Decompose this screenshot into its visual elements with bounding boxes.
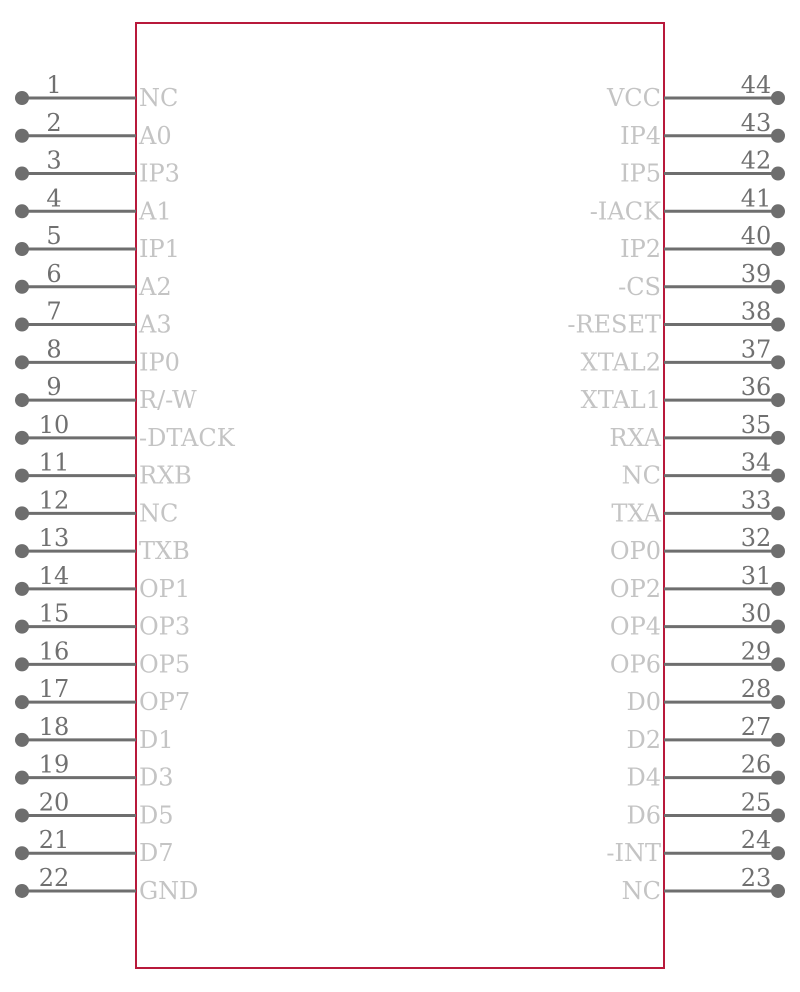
left-pin	[15, 751, 174, 792]
pin-end-dot	[771, 204, 785, 218]
pin-name: D3	[139, 763, 174, 792]
left-pin	[15, 788, 174, 829]
pin-end-dot	[771, 620, 785, 634]
pin-end-dot	[771, 733, 785, 747]
pin-number: 1	[46, 71, 62, 99]
pin-number: 9	[46, 373, 62, 402]
pin-end-dot	[15, 733, 29, 747]
pin-name: NC	[139, 84, 179, 112]
pin-name: -RESET	[567, 310, 661, 339]
right-pin	[620, 222, 785, 263]
left-pin	[15, 184, 172, 225]
pin-end-dot	[15, 129, 29, 143]
pin-name: OP7	[139, 688, 191, 717]
pin-end-dot	[771, 431, 785, 445]
pin-number: 29	[740, 637, 772, 666]
pin-end-dot	[771, 469, 785, 483]
pin-number: 2	[46, 108, 62, 137]
pin-name: OP3	[139, 612, 191, 641]
pin-number: 43	[740, 108, 772, 137]
right-pin	[609, 411, 785, 452]
left-pin	[15, 826, 174, 867]
pin-number: 15	[38, 599, 70, 628]
pin-name: VCC	[606, 84, 661, 112]
pin-number: 7	[46, 297, 62, 326]
pin-name: D1	[139, 725, 174, 754]
pin-name: TXB	[139, 537, 190, 566]
pin-number: 39	[740, 259, 772, 288]
right-pin	[606, 826, 785, 867]
right-pin	[606, 71, 785, 112]
right-pin	[626, 788, 785, 829]
pin-name: D7	[139, 839, 174, 868]
pin-number: 44	[740, 71, 772, 99]
pin-name: IP5	[620, 159, 661, 188]
pin-name: OP6	[609, 650, 661, 679]
right-pin	[626, 751, 785, 792]
left-pin	[15, 147, 180, 188]
pin-end-dot	[15, 167, 29, 181]
pin-end-dot	[771, 355, 785, 369]
pin-name: -DTACK	[139, 423, 235, 452]
right-pin	[567, 298, 785, 339]
pin-end-dot	[771, 582, 785, 596]
pin-number: 25	[740, 788, 772, 817]
pin-number: 40	[740, 222, 772, 251]
left-pin	[15, 562, 190, 603]
right-pin	[626, 713, 785, 754]
pin-number: 11	[38, 448, 70, 477]
pin-end-dot	[771, 91, 785, 105]
pin-number: 21	[38, 826, 70, 855]
pin-name: XTAL1	[580, 386, 661, 415]
pin-number: 31	[740, 561, 772, 590]
pin-end-dot	[15, 280, 29, 294]
right-pin	[581, 335, 785, 376]
pin-name: D0	[626, 688, 661, 717]
right-pin	[581, 373, 785, 414]
right-pin	[622, 864, 785, 905]
pin-number: 42	[740, 146, 772, 175]
pin-number: 17	[38, 675, 70, 704]
right-pin	[620, 147, 785, 188]
left-pin	[15, 713, 174, 754]
pin-name: OP1	[139, 574, 191, 603]
pin-number: 12	[38, 486, 70, 515]
pin-name: D4	[626, 763, 661, 792]
pin-name: R/-W	[139, 386, 197, 415]
pin-end-dot	[15, 393, 29, 407]
left-pin	[15, 373, 197, 414]
pin-end-dot	[15, 846, 29, 860]
pin-name: TXA	[611, 499, 661, 528]
pin-number: 10	[38, 410, 70, 439]
pin-name: -CS	[618, 272, 661, 301]
pin-number: 6	[46, 259, 62, 288]
pin-end-dot	[771, 771, 785, 785]
pin-number: 23	[740, 863, 772, 892]
right-pin	[610, 562, 785, 603]
left-pin	[15, 486, 178, 527]
pin-name: NC	[139, 499, 179, 528]
pin-end-dot	[15, 506, 29, 520]
pin-number: 26	[740, 750, 772, 779]
pin-end-dot	[771, 808, 785, 822]
left-pin	[15, 222, 180, 263]
pin-end-dot	[15, 242, 29, 256]
pin-name: -INT	[606, 839, 661, 868]
left-pin	[15, 71, 178, 112]
pin-name: -IACK	[589, 197, 661, 226]
pin-number: 34	[740, 448, 772, 477]
pin-number: 3	[46, 146, 62, 175]
right-pin	[610, 524, 785, 565]
left-pin	[15, 864, 198, 905]
left-pin	[15, 524, 190, 565]
pin-end-dot	[771, 657, 785, 671]
pin-number: 30	[740, 599, 772, 628]
left-pin	[15, 449, 192, 490]
left-pin	[15, 675, 190, 716]
pin-end-dot	[771, 280, 785, 294]
pin-number: 13	[38, 524, 70, 553]
pin-name: IP0	[139, 348, 180, 377]
pin-number: 41	[740, 184, 772, 213]
right-pin	[618, 260, 785, 301]
pin-name: A1	[139, 197, 172, 226]
pin-number: 18	[38, 712, 70, 741]
pin-end-dot	[771, 884, 785, 898]
pin-number: 5	[46, 222, 62, 251]
pin-number: 24	[740, 826, 772, 855]
pin-name: NC	[621, 876, 661, 905]
pin-number: 33	[740, 486, 772, 515]
left-pin	[15, 335, 180, 376]
left-pin	[15, 411, 236, 452]
pin-end-dot	[15, 657, 29, 671]
pin-end-dot	[15, 582, 29, 596]
pin-end-dot	[15, 620, 29, 634]
pin-number: 4	[46, 184, 62, 213]
pin-end-dot	[15, 318, 29, 332]
pin-end-dot	[771, 167, 785, 181]
pin-end-dot	[771, 544, 785, 558]
pin-number: 8	[46, 335, 62, 364]
pin-name: OP4	[609, 612, 661, 641]
pin-end-dot	[15, 695, 29, 709]
pin-end-dot	[771, 129, 785, 143]
pin-number: 32	[740, 524, 772, 553]
left-pin	[15, 600, 190, 641]
pin-end-dot	[771, 318, 785, 332]
right-pin	[610, 637, 785, 678]
pin-end-dot	[15, 469, 29, 483]
pin-number: 20	[38, 788, 70, 817]
pin-number: 36	[740, 373, 772, 402]
left-pin	[15, 637, 190, 678]
pin-end-dot	[15, 431, 29, 445]
pin-name: XTAL2	[580, 348, 661, 377]
pin-number: 22	[38, 863, 70, 892]
pin-name: IP4	[620, 121, 661, 150]
pin-end-dot	[771, 242, 785, 256]
pin-name: NC	[621, 461, 661, 490]
pin-end-dot	[15, 91, 29, 105]
pin-name: RXB	[139, 461, 192, 490]
right-pin	[590, 184, 785, 225]
right-pin	[622, 449, 785, 490]
pin-name: D6	[626, 801, 661, 830]
pin-name: D5	[139, 801, 174, 830]
pin-number: 16	[38, 637, 70, 666]
pin-end-dot	[771, 393, 785, 407]
pin-end-dot	[771, 846, 785, 860]
right-pin	[626, 675, 785, 716]
left-pin	[15, 109, 172, 150]
right-pin	[620, 109, 785, 150]
pin-end-dot	[15, 355, 29, 369]
pin-name: OP0	[609, 537, 661, 566]
component-body	[136, 23, 664, 968]
left-pin-group	[15, 71, 236, 905]
pin-number: 19	[38, 750, 70, 779]
pin-end-dot	[15, 884, 29, 898]
pin-number: 14	[38, 561, 70, 590]
right-pin	[611, 486, 785, 527]
right-pin-group	[567, 71, 785, 905]
pin-end-dot	[15, 808, 29, 822]
right-pin	[610, 600, 785, 641]
pin-name: RXA	[609, 423, 661, 452]
pin-number: 27	[740, 712, 772, 741]
left-pin	[15, 298, 172, 339]
pin-name: A2	[139, 272, 172, 301]
pin-end-dot	[15, 771, 29, 785]
pin-name: IP1	[139, 235, 180, 264]
pin-end-dot	[771, 695, 785, 709]
pin-end-dot	[771, 506, 785, 520]
left-pin	[15, 260, 172, 301]
pin-number: 35	[740, 410, 772, 439]
pin-name: IP2	[620, 235, 661, 264]
pin-end-dot	[15, 204, 29, 218]
pin-name: IP3	[139, 159, 180, 188]
pin-number: 38	[740, 297, 772, 326]
pin-name: A0	[139, 121, 172, 150]
pin-number: 28	[740, 675, 772, 704]
pin-end-dot	[15, 544, 29, 558]
pin-name: OP5	[139, 650, 191, 679]
pin-name: OP2	[609, 574, 661, 603]
pin-number: 37	[740, 335, 772, 364]
pin-name: A3	[139, 310, 172, 339]
pin-name: GND	[139, 876, 199, 905]
pin-name: D2	[626, 725, 661, 754]
